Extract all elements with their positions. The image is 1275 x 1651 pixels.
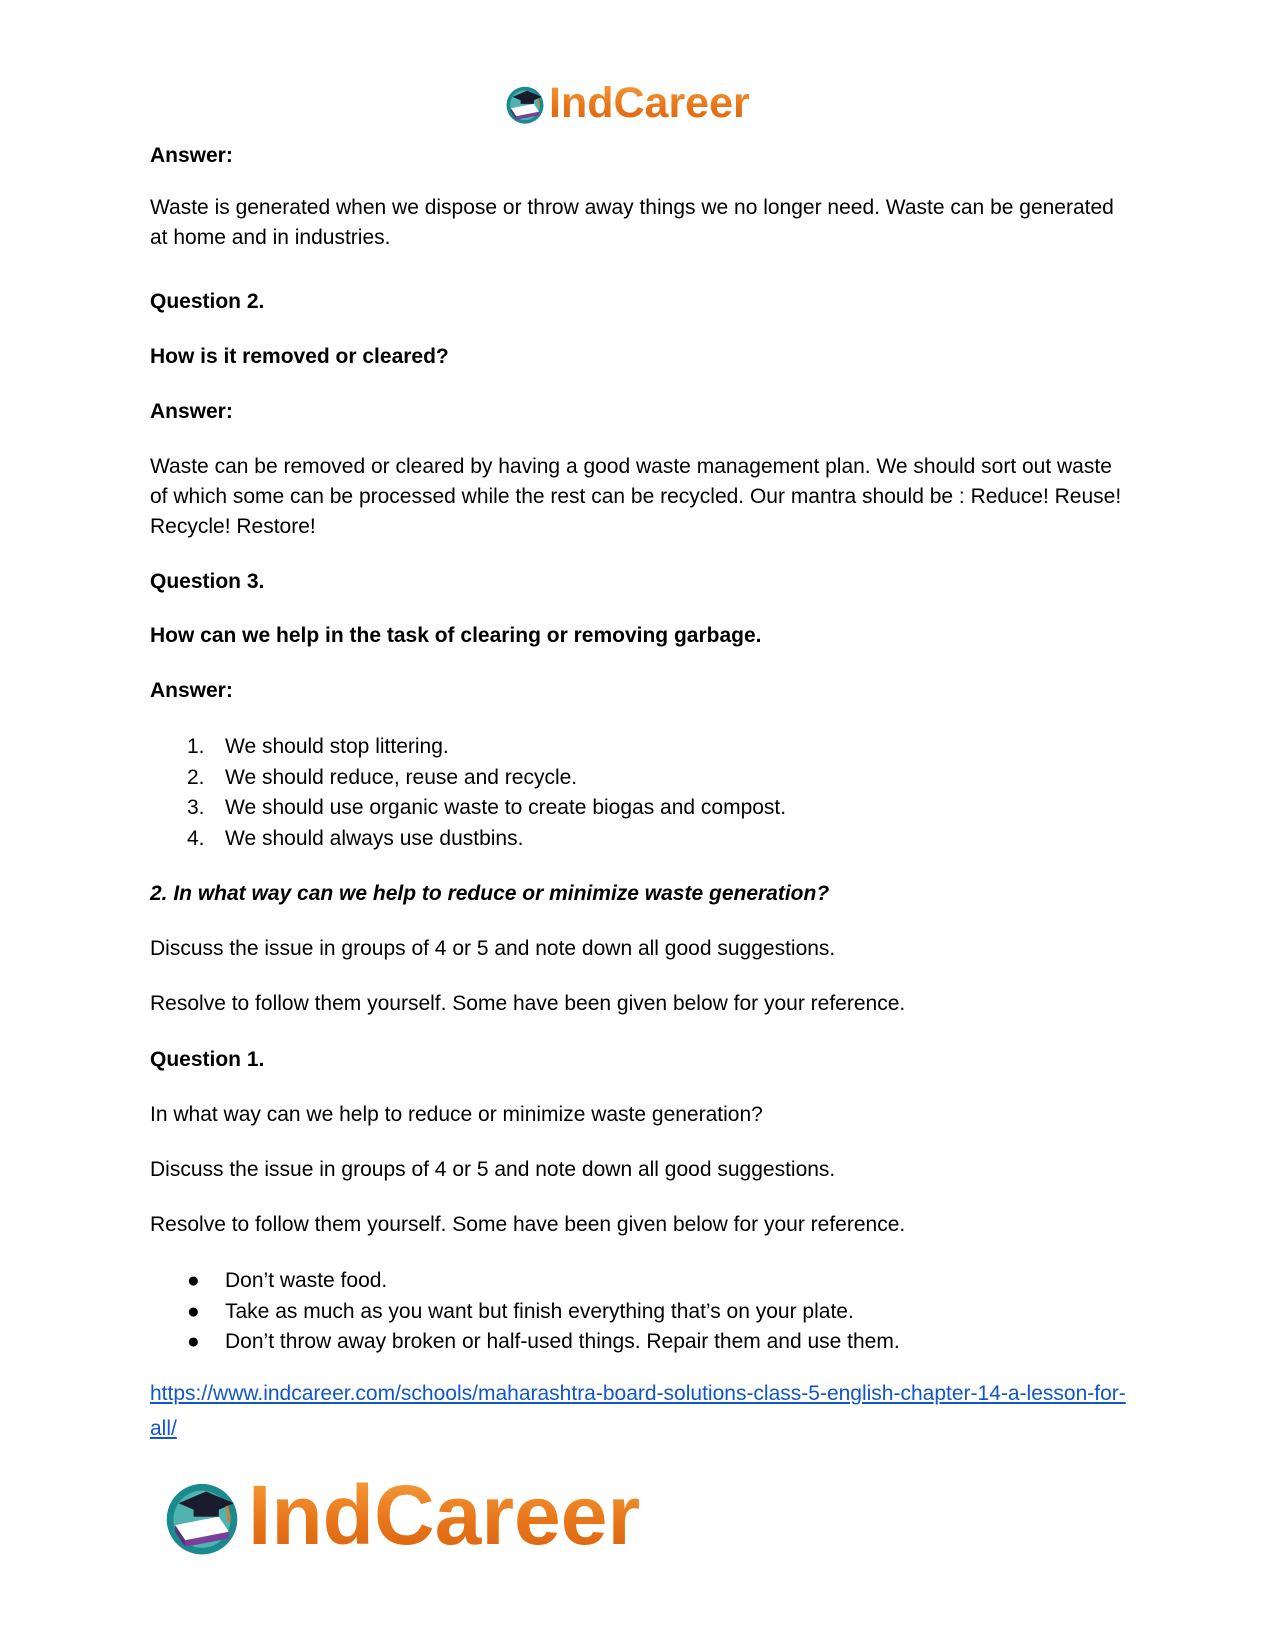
answer-label: Answer: (150, 679, 233, 702)
list-item (150, 824, 786, 855)
list-item-text: We should stop littering. (225, 735, 449, 758)
graduation-cap-book-globe-icon (503, 81, 547, 125)
list-marker: 1. (187, 735, 205, 758)
question-text: How is it removed or cleared? (150, 345, 449, 368)
question-label: Question 1. (150, 1048, 265, 1071)
list-item-text: We should reduce, reuse and recycle. (225, 765, 578, 789)
list-item (150, 732, 786, 763)
question-text: In what way can we help to reduce or minimize waste generation? (150, 1103, 763, 1126)
list-marker: 3. (187, 796, 205, 819)
question-label: Question 2. (150, 290, 265, 313)
list-marker: 2. (187, 765, 205, 789)
instruction-text: Resolve to follow them yourself. Some have been given below for your reference. (150, 1213, 906, 1236)
list-marker: 4. (187, 826, 205, 850)
answer-paragraph: Waste is generated when we dispose or throw away things we no longer need. Waste can be generated at home and in industries. (150, 196, 1114, 249)
question-label: Question 3. (150, 570, 265, 593)
bullet-icon: ● (187, 1330, 200, 1353)
source-link[interactable]: https://www.indcareer.com/schools/maharashtra-board-solutions-class-5-english-chapter-14-a-lesson-for-all/ (150, 1382, 1126, 1440)
section-heading: 2. In what way can we help to reduce or minimize waste generation? (150, 882, 830, 905)
numbered-list (150, 732, 786, 854)
list-item (150, 1327, 900, 1358)
logo-wordmark: IndCareer (248, 1468, 641, 1562)
instruction-text: Resolve to follow them yourself. Some have been given below for your reference. (150, 992, 906, 1015)
bullet-list (150, 1266, 900, 1358)
indcareer-logo-top (503, 78, 750, 128)
indcareer-logo-bottom (160, 1470, 640, 1560)
answer-label: Answer: (150, 144, 233, 167)
list-item (150, 793, 786, 824)
answer-paragraph: Waste can be removed or cleared by having a good waste management plan. We should sort out waste of which some can be processed while the rest can be recycled. Our mantra should be : Reduce! Reuse! Recycle! Restore! (150, 455, 1122, 538)
list-item-text: Don’t waste food. (225, 1269, 388, 1292)
graduation-cap-book-globe-icon (160, 1473, 244, 1557)
list-item-text: Don’t throw away broken or half-used things. Repair them and use them. (225, 1330, 900, 1353)
list-item-text: We should use organic waste to create biogas and compost. (225, 796, 787, 819)
list-item-text: Take as much as you want but finish everything that’s on your plate. (225, 1299, 854, 1323)
bullet-icon: ● (187, 1299, 200, 1323)
question-text: How can we help in the task of clearing or removing garbage. (150, 624, 762, 647)
list-item-text: We should always use dustbins. (225, 826, 524, 850)
bullet-icon: ● (187, 1269, 200, 1292)
list-item (150, 763, 786, 794)
list-item (150, 1297, 900, 1328)
logo-wordmark: IndCareer (549, 79, 750, 127)
instruction-text: Discuss the issue in groups of 4 or 5 and note down all good suggestions. (150, 1158, 836, 1181)
answer-label: Answer: (150, 400, 233, 423)
instruction-text: Discuss the issue in groups of 4 or 5 and note down all good suggestions. (150, 937, 836, 960)
list-item (150, 1266, 900, 1297)
